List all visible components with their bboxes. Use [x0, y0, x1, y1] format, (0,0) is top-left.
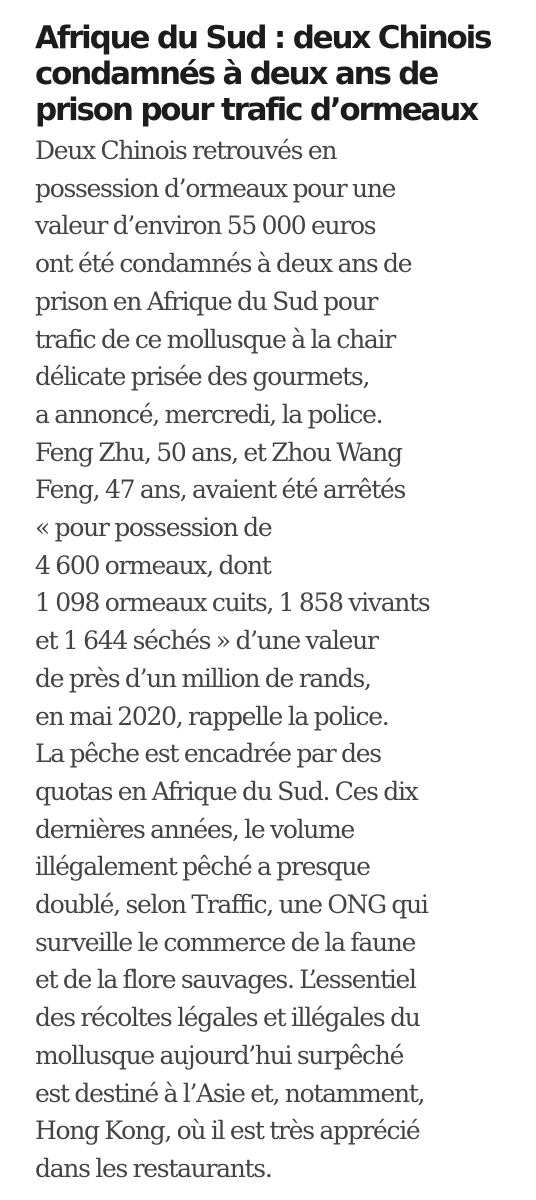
body-line: est destiné à l’Asie et, notamment, [35, 1078, 425, 1108]
body-line: et 1 644 séchés » d’une valeur [35, 626, 378, 656]
body-line: 4 600 ormeaux, dont [35, 550, 271, 580]
body-line: La pêche est encadrée par des [35, 739, 381, 769]
body-line: des récoltes légales et illégales du [35, 1003, 420, 1033]
body-line: doublé, selon Traffic, une ONG qui [35, 890, 428, 920]
body-line: délicate prisée des gourmets, [35, 362, 370, 392]
headline-line: Afrique du Sud : deux Chinois [35, 20, 491, 56]
body-line: ont été condamnés à deux ans de [35, 249, 412, 279]
headline-line: prison pour trafic d’ormeaux [35, 92, 477, 128]
body-line: surveille le commerce de la faune [35, 927, 416, 957]
body-line: Deux Chinois retrouvés en [35, 136, 337, 165]
body-line: prison en Afrique du Sud pour [35, 286, 378, 316]
body-line: possession d’ormeaux pour une [35, 173, 396, 203]
headline-line: condamnés à deux ans de [35, 56, 438, 92]
body-line: de près d’un million de rands, [35, 663, 371, 693]
body-line: en mai 2020, rappelle la police. [35, 701, 389, 731]
body-line: dans les restaurants. [35, 1153, 272, 1183]
body-line: illégalement pêché a presque [35, 852, 370, 882]
body-line: Feng Zhu, 50 ans, et Zhou Wang [35, 437, 402, 467]
body-line: quotas en Afrique du Sud. Ces dix [35, 776, 418, 806]
body-line: a annoncé, mercredi, la police. [35, 399, 383, 429]
body-line: Feng, 47 ans, avaient été arrêtés [35, 475, 406, 505]
body-line: mollusque aujourd’hui surpêché [35, 1040, 404, 1070]
body-line: 1 098 ormeaux cuits, 1 858 vivants [35, 588, 430, 618]
body-line: et de la flore sauvages. L’essentiel [35, 965, 416, 995]
body-line: Hong Kong, où il est très apprécié [35, 1116, 420, 1146]
news-article [35, 20, 515, 1188]
article-body [35, 132, 515, 1188]
body-line: « pour possession de [35, 513, 272, 543]
body-line: valeur d’environ 55 000 euros [35, 211, 376, 241]
body-line: trafic de ce mollusque à la chair [35, 324, 395, 354]
article-headline [35, 20, 515, 128]
body-line: dernières années, le volume [35, 814, 354, 844]
